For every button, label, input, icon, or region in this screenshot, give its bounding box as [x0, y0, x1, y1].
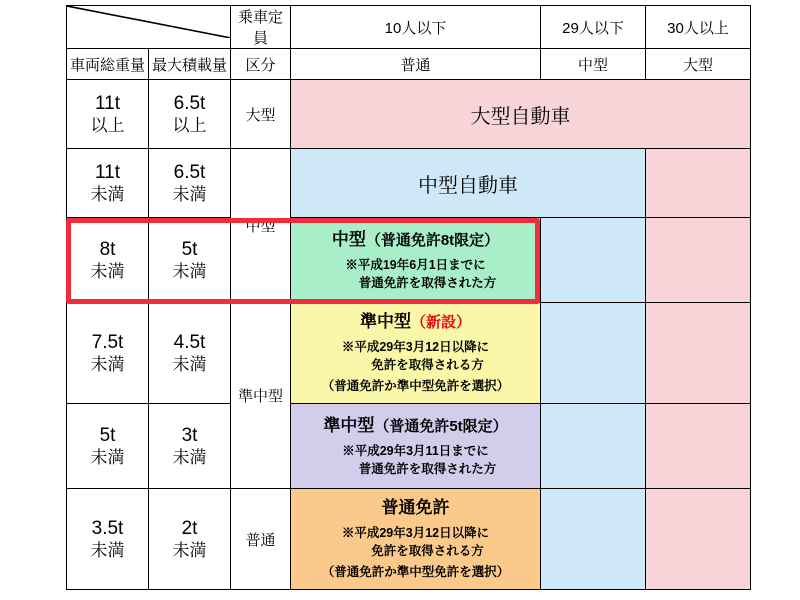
gvw-qualifier: 未満 — [90, 262, 125, 282]
category-note-2-text: 普通免許を取得された方 — [358, 275, 497, 290]
category-title — [291, 228, 540, 253]
ogata-fill-cell — [646, 218, 751, 303]
chugata-block — [291, 149, 646, 218]
gvw-value: 11t — [94, 161, 120, 183]
gvw-cell — [67, 404, 149, 489]
load-qualifier: 未満 — [172, 262, 207, 282]
diagonal-slash-icon — [67, 6, 230, 38]
capacity-29-header: 29人以下 — [541, 6, 646, 49]
vehicle-type-chugata-header: 中型 — [541, 49, 646, 80]
category-cell-junchugata-5t — [291, 404, 541, 489]
category-note-2-text: 普通免許を取得された方 — [358, 461, 497, 476]
load-cell — [149, 218, 231, 303]
class-header: 区分 — [231, 49, 291, 80]
load-qualifier: 未満 — [172, 541, 207, 561]
category-title-sub: （新設） — [410, 314, 471, 332]
gvw-qualifier: 未満 — [90, 355, 125, 375]
gvw-value: 7.5t — [91, 331, 124, 353]
load-qualifier: 未満 — [172, 185, 207, 205]
table-row — [67, 404, 751, 489]
gvw-qualifier: 未満 — [90, 448, 125, 468]
license-classification-table — [66, 5, 751, 590]
chugata-fill-cell — [541, 489, 646, 590]
gvw-cell — [67, 489, 149, 590]
category-title-main: 普通免許 — [381, 498, 450, 518]
gvw-cell — [67, 218, 149, 303]
capacity-30-header: 30人以上 — [646, 6, 751, 49]
category-title-main: 準中型 — [323, 416, 375, 436]
class-cell — [231, 80, 291, 149]
class-label: 大型 — [245, 106, 276, 124]
category-cell-junchugata-new — [291, 303, 541, 404]
load-cell — [149, 489, 231, 590]
class-label: 中型 — [245, 218, 276, 235]
load-cell — [149, 404, 231, 489]
category-note-2 — [291, 542, 540, 560]
vehicle-type-futsu-header: 普通 — [291, 49, 541, 80]
category-title — [291, 414, 540, 439]
gvw-qualifier: 未満 — [90, 185, 125, 205]
capacity-10-header: 10人以下 — [291, 6, 541, 49]
category-note-2-text: 免許を取得される方 — [371, 358, 484, 373]
load-qualifier: 以上 — [172, 116, 207, 136]
table-row-highlighted — [67, 218, 751, 303]
class-label: 準中型 — [237, 388, 283, 405]
category-title-sub: （普通免許8t限定） — [365, 232, 500, 250]
gvw-qualifier: 未満 — [90, 541, 125, 561]
class-label: 普通 — [245, 531, 276, 549]
load-cell — [149, 303, 231, 404]
chugata-label: 中型自動車 — [418, 174, 518, 197]
category-note-2 — [291, 274, 540, 292]
gvw-value: 5t — [99, 424, 116, 446]
table-row — [67, 489, 751, 590]
category-note-1: ※平成29年3月11日までに — [342, 443, 489, 458]
category-note-2-text: 免許を取得される方 — [371, 544, 484, 559]
gvw-value: 8t — [99, 238, 116, 260]
corner-cell — [67, 6, 231, 49]
class-cell — [231, 489, 291, 590]
table-row — [67, 303, 751, 404]
load-value: 5t — [181, 238, 198, 260]
category-note-2 — [291, 356, 540, 374]
load-value: 2t — [181, 517, 198, 539]
vehicle-type-ogata-header: 大型 — [646, 49, 751, 80]
category-note-1: ※平成19年6月1日までに — [345, 257, 486, 272]
load-qualifier: 未満 — [172, 448, 207, 468]
chugata-fill-cell — [541, 218, 646, 303]
category-extra: （普通免許か準中型免許を選択） — [321, 565, 510, 580]
gvw-value: 3.5t — [91, 517, 124, 539]
load-value: 6.5t — [173, 161, 206, 183]
category-extra: （普通免許か準中型免許を選択） — [321, 379, 510, 394]
table-row — [67, 149, 751, 218]
category-title — [291, 310, 540, 335]
category-note-1: ※平成29年3月12日以降に — [341, 526, 490, 541]
load-value: 3t — [181, 424, 198, 446]
category-note-1: ※平成29年3月12日以降に — [341, 340, 490, 355]
ogata-fill-cell — [646, 149, 751, 218]
load-cell — [149, 149, 231, 218]
capacity-header: 乗車定員 — [231, 6, 291, 49]
ogata-fill-cell — [646, 404, 751, 489]
category-title-main: 中型 — [331, 230, 366, 250]
ogata-label: 大型自動車 — [470, 105, 571, 128]
ogata-fill-cell — [646, 303, 751, 404]
ogata-fill-cell — [646, 489, 751, 590]
category-title-main: 準中型 — [359, 312, 411, 332]
category-cell-futsu — [291, 489, 541, 590]
category-note-2 — [291, 460, 540, 478]
category-title — [291, 496, 540, 521]
table-header-row-2 — [67, 49, 751, 80]
gvw-header: 車両総重量 — [67, 49, 149, 80]
load-qualifier: 未満 — [172, 355, 207, 375]
ogata-block — [291, 80, 751, 149]
load-value: 4.5t — [173, 331, 206, 353]
gvw-cell — [67, 303, 149, 404]
chugata-fill-cell — [541, 303, 646, 404]
load-value: 6.5t — [173, 92, 206, 114]
gvw-qualifier: 以上 — [90, 116, 125, 136]
category-title-sub: （普通免許5t限定） — [374, 418, 508, 436]
chugata-fill-cell — [541, 404, 646, 489]
gvw-cell — [67, 149, 149, 218]
class-cell-junchugata — [231, 303, 291, 489]
category-cell-chugata-8t — [291, 218, 541, 303]
class-cell-chugata — [231, 149, 291, 303]
table-row — [67, 80, 751, 149]
gvw-value: 11t — [94, 92, 120, 114]
load-cell — [149, 80, 231, 149]
table-header-row-1 — [67, 6, 751, 49]
max-load-header: 最大積載量 — [149, 49, 231, 80]
gvw-cell — [67, 80, 149, 149]
